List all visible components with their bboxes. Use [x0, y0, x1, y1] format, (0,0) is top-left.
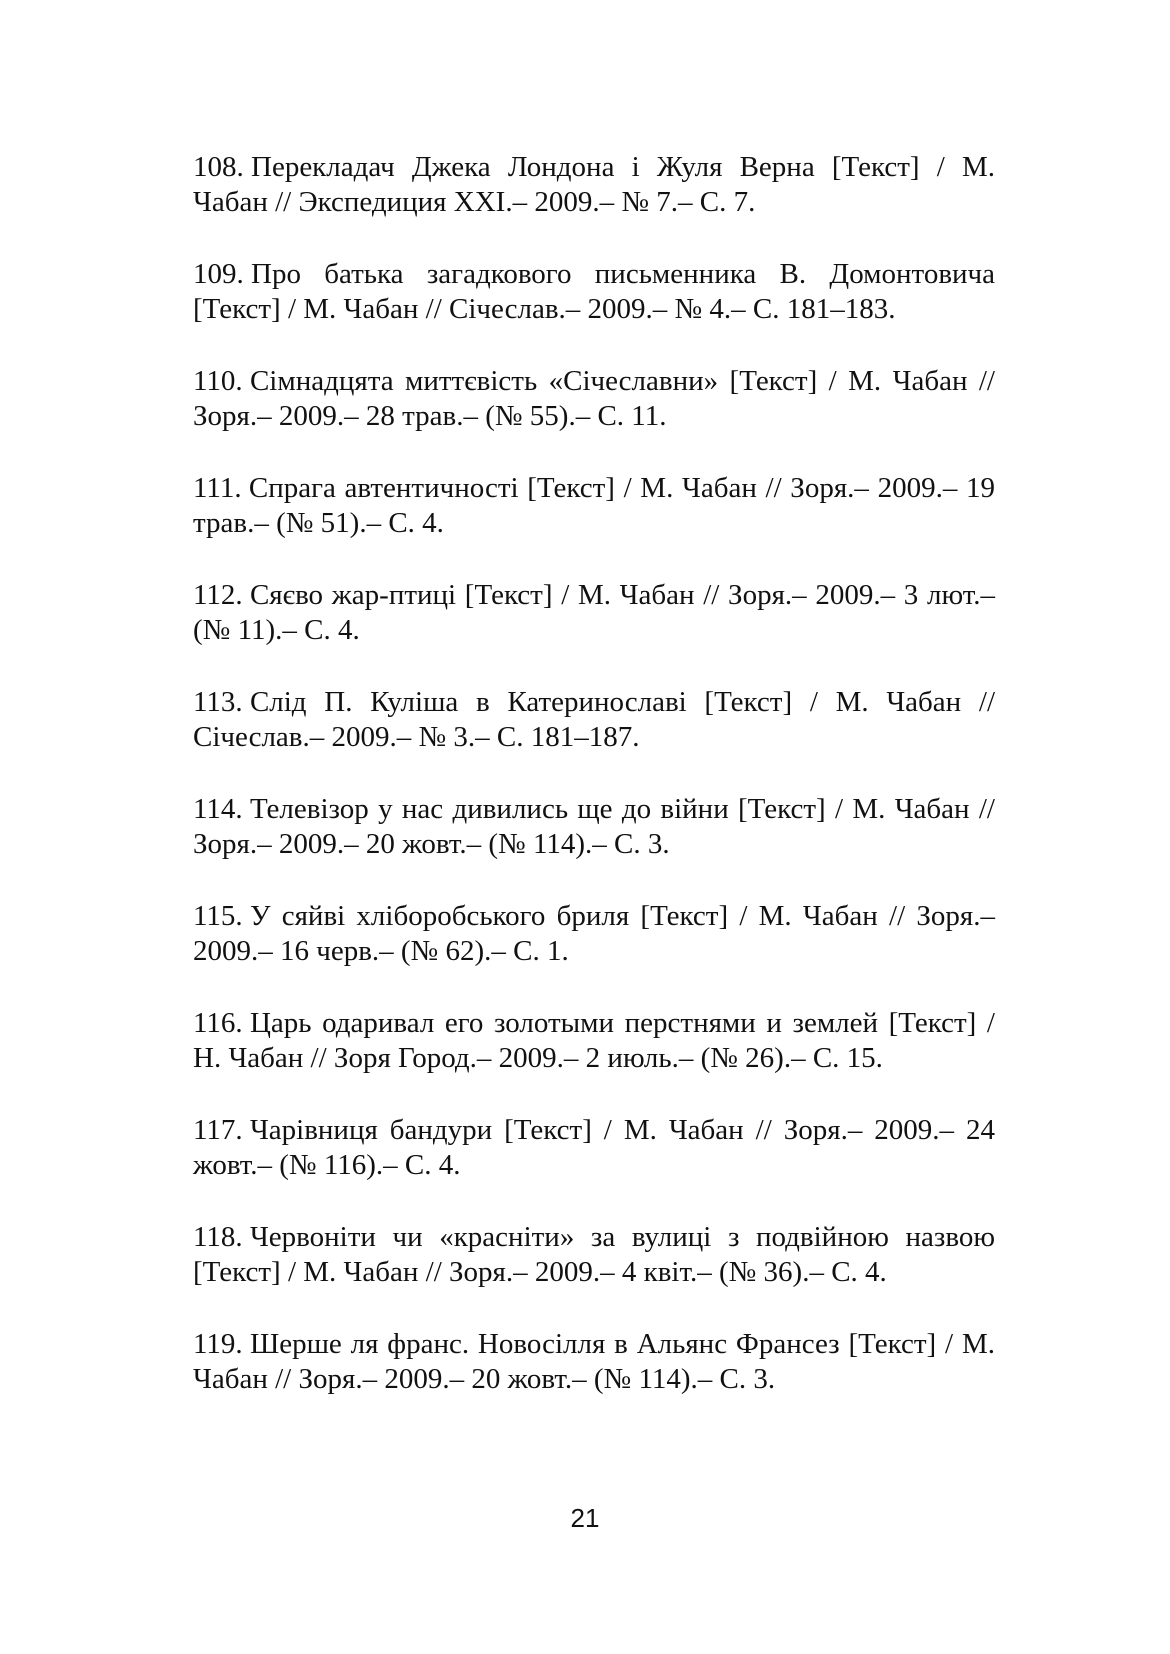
entry-text: Перекладач Джека Лондона і Жуля Верна [Текст] / М. Чабан // Экспедиция XXI.– 2009.– № 7.– С. 7.: [193, 151, 995, 218]
entry-text: Шерше ля франс. Новосілля в Альянс Франсез [Текст] / М. Чабан // Зоря.– 2009.– 20 жовт.– (№ 114).– С. 3.: [193, 1328, 995, 1395]
entry-number: 118.: [193, 1221, 243, 1253]
bibliography-entry: [193, 899, 995, 969]
entry-text: Червоніти чи «красніти» за вулиці з подвійною назвою [Текст] / М. Чабан // Зоря.– 2009.– 4 квіт.– (№ 36).– С. 4.: [193, 1221, 995, 1288]
entry-number: 113.: [193, 686, 243, 718]
entry-number: 114.: [193, 793, 243, 825]
entry-number: 117.: [193, 1114, 243, 1146]
entry-number: 119.: [193, 1328, 243, 1360]
entry-text: Сімнадцята миттєвість «Січеславни» [Текст] / М. Чабан // Зоря.– 2009.– 28 трав.– (№ 55).– С. 11.: [193, 365, 995, 432]
entry-number: 109.: [193, 258, 244, 290]
bibliography-entry: [193, 1327, 995, 1397]
bibliography-entry: [193, 1220, 995, 1290]
bibliography-entry: [193, 792, 995, 862]
entry-text: Царь одаривал его золотыми перстнями и землей [Текст] / Н. Чабан // Зоря Город.– 2009.– 2 июль.– (№ 26).– С. 15.: [193, 1007, 995, 1074]
entry-number: 116.: [193, 1007, 243, 1039]
entry-number: 110.: [193, 365, 243, 397]
entry-text: У сяйві хліборобського бриля [Текст] / М. Чабан // Зоря.– 2009.– 16 черв.– (№ 62).– С. 1.: [193, 900, 995, 967]
page-number: 21: [570, 1503, 600, 1533]
bibliography-entry: [193, 1113, 995, 1183]
entry-text: Про батька загадкового письменника В. Домонтовича [Текст] / М. Чабан // Січеслав.– 2009.– № 4.– С. 181–183.: [193, 258, 995, 325]
entry-text: Спрага автентичності [Текст] / М. Чабан // Зоря.– 2009.– 19 трав.– (№ 51).– С. 4.: [193, 472, 995, 539]
entry-number: 111.: [193, 472, 242, 504]
bibliography-entry: [193, 150, 995, 220]
entry-text: Сяєво жар-птиці [Текст] / М. Чабан // Зоря.– 2009.– 3 лют.– (№ 11).– С. 4.: [193, 579, 995, 646]
entry-text: Чарівниця бандури [Текст] / М. Чабан // Зоря.– 2009.– 24 жовт.– (№ 116).– С. 4.: [193, 1114, 995, 1181]
bibliography-list: [193, 150, 995, 1434]
bibliography-entry: [193, 578, 995, 648]
bibliography-entry: [193, 257, 995, 327]
entry-number: 112.: [193, 579, 243, 611]
bibliography-entry: [193, 1006, 995, 1076]
entry-number: 115.: [193, 900, 243, 932]
entry-text: Слід П. Куліша в Катеринославі [Текст] / М. Чабан // Січеслав.– 2009.– № 3.– С. 181–187.: [193, 686, 995, 753]
entry-text: Телевізор у нас дивились ще до війни [Текст] / М. Чабан // Зоря.– 2009.– 20 жовт.– (№ 114).– С. 3.: [193, 793, 995, 860]
bibliography-entry: [193, 685, 995, 755]
entry-number: 108.: [193, 151, 244, 183]
bibliography-entry: [193, 471, 995, 541]
bibliography-entry: [193, 364, 995, 434]
